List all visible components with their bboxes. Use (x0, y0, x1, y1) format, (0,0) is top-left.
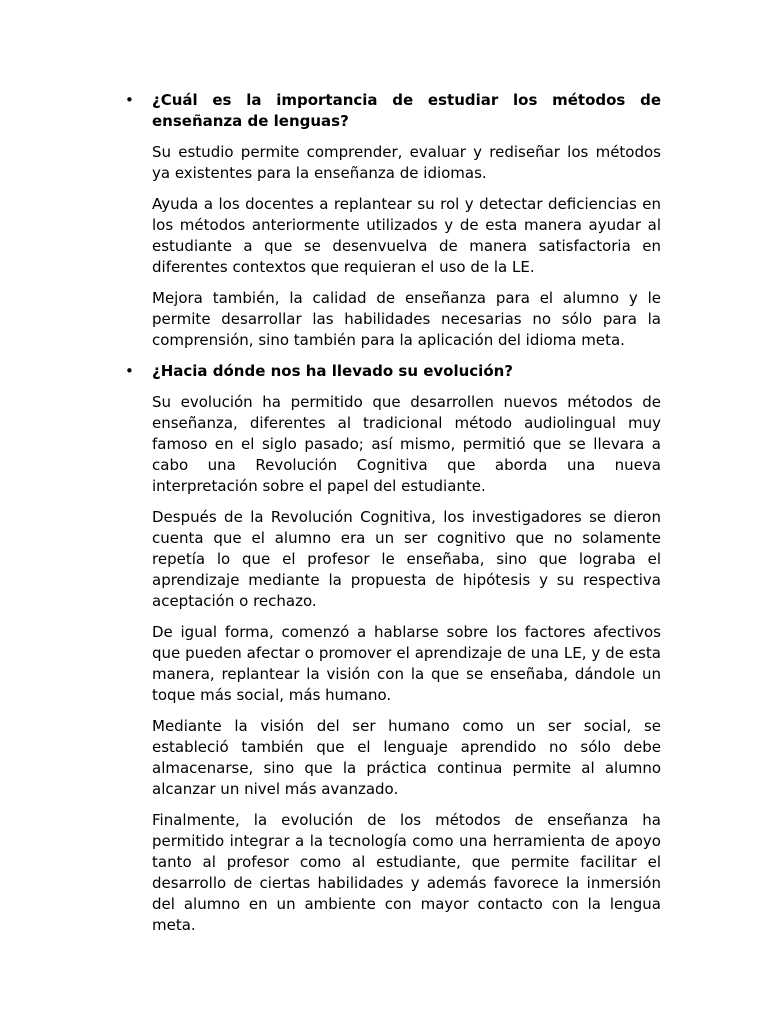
paragraph: De igual forma, comenzó a hablarse sobre los factores afectivos que pueden afectar o promover el aprendizaje de una LE, y de esta manera, replantear la visión con la que se enseñaba, dándole un toque más social, más humano. (152, 623, 661, 704)
paragraph: Su evolución ha permitido que desarrollen nuevos métodos de enseñanza, diferentes al tradicional método audiolingual muy famoso en el siglo pasado; así mismo, permitió que se llevara a cabo una Revolución Cognitiva que aborda una nueva interpretación sobre el papel del estudiante. (152, 393, 661, 495)
document-body (125, 90, 661, 946)
question-heading: ¿Cuál es la importancia de estudiar los métodos de enseñanza de lenguas? (152, 91, 661, 130)
paragraph: Ayuda a los docentes a replantear su rol y detectar deficiencias en los métodos anteriormente utilizados y de esta manera ayudar al estudiante a que se desenvuelva de manera satisfactoria en diferentes contextos que requieran el uso de la LE. (152, 195, 661, 276)
paragraph: Mejora también, la calidad de enseñanza para el alumno y le permite desarrollar las habilidades necesarias no sólo para la comprensión, sino también para la aplicación del idioma meta. (152, 289, 661, 349)
paragraph: Su estudio permite comprender, evaluar y rediseñar los métodos ya existentes para la enseñanza de idiomas. (152, 143, 661, 182)
paragraph: Finalmente, la evolución de los métodos de enseñanza ha permitido integrar a la tecnología como una herramienta de apoyo tanto al profesor como al estudiante, que permite facilitar el desarrollo de ciertas habilidades y además favorece la inmersión del alumno en un ambiente con mayor contacto con la lengua meta. (152, 811, 661, 934)
question-heading: ¿Hacia dónde nos ha llevado su evolución? (152, 362, 514, 380)
paragraph: Después de la Revolución Cognitiva, los investigadores se dieron cuenta que el alumno era un ser cognitivo que no solamente repetía lo que el profesor le enseñaba, sino que lograba el aprendizaje mediante la propuesta de hipótesis y su respectiva aceptación o rechazo. (152, 508, 661, 610)
section-evolution (125, 361, 661, 936)
bullet-marker: • (125, 91, 134, 109)
paragraph: Mediante la visión del ser humano como un ser social, se estableció también que el lenguaje aprendido no sólo debe almacenarse, sino que la práctica continua permite al alumno alcanzar un nivel más avanzado. (152, 717, 661, 798)
section-importance (125, 90, 661, 351)
bullet-marker: • (125, 362, 134, 380)
